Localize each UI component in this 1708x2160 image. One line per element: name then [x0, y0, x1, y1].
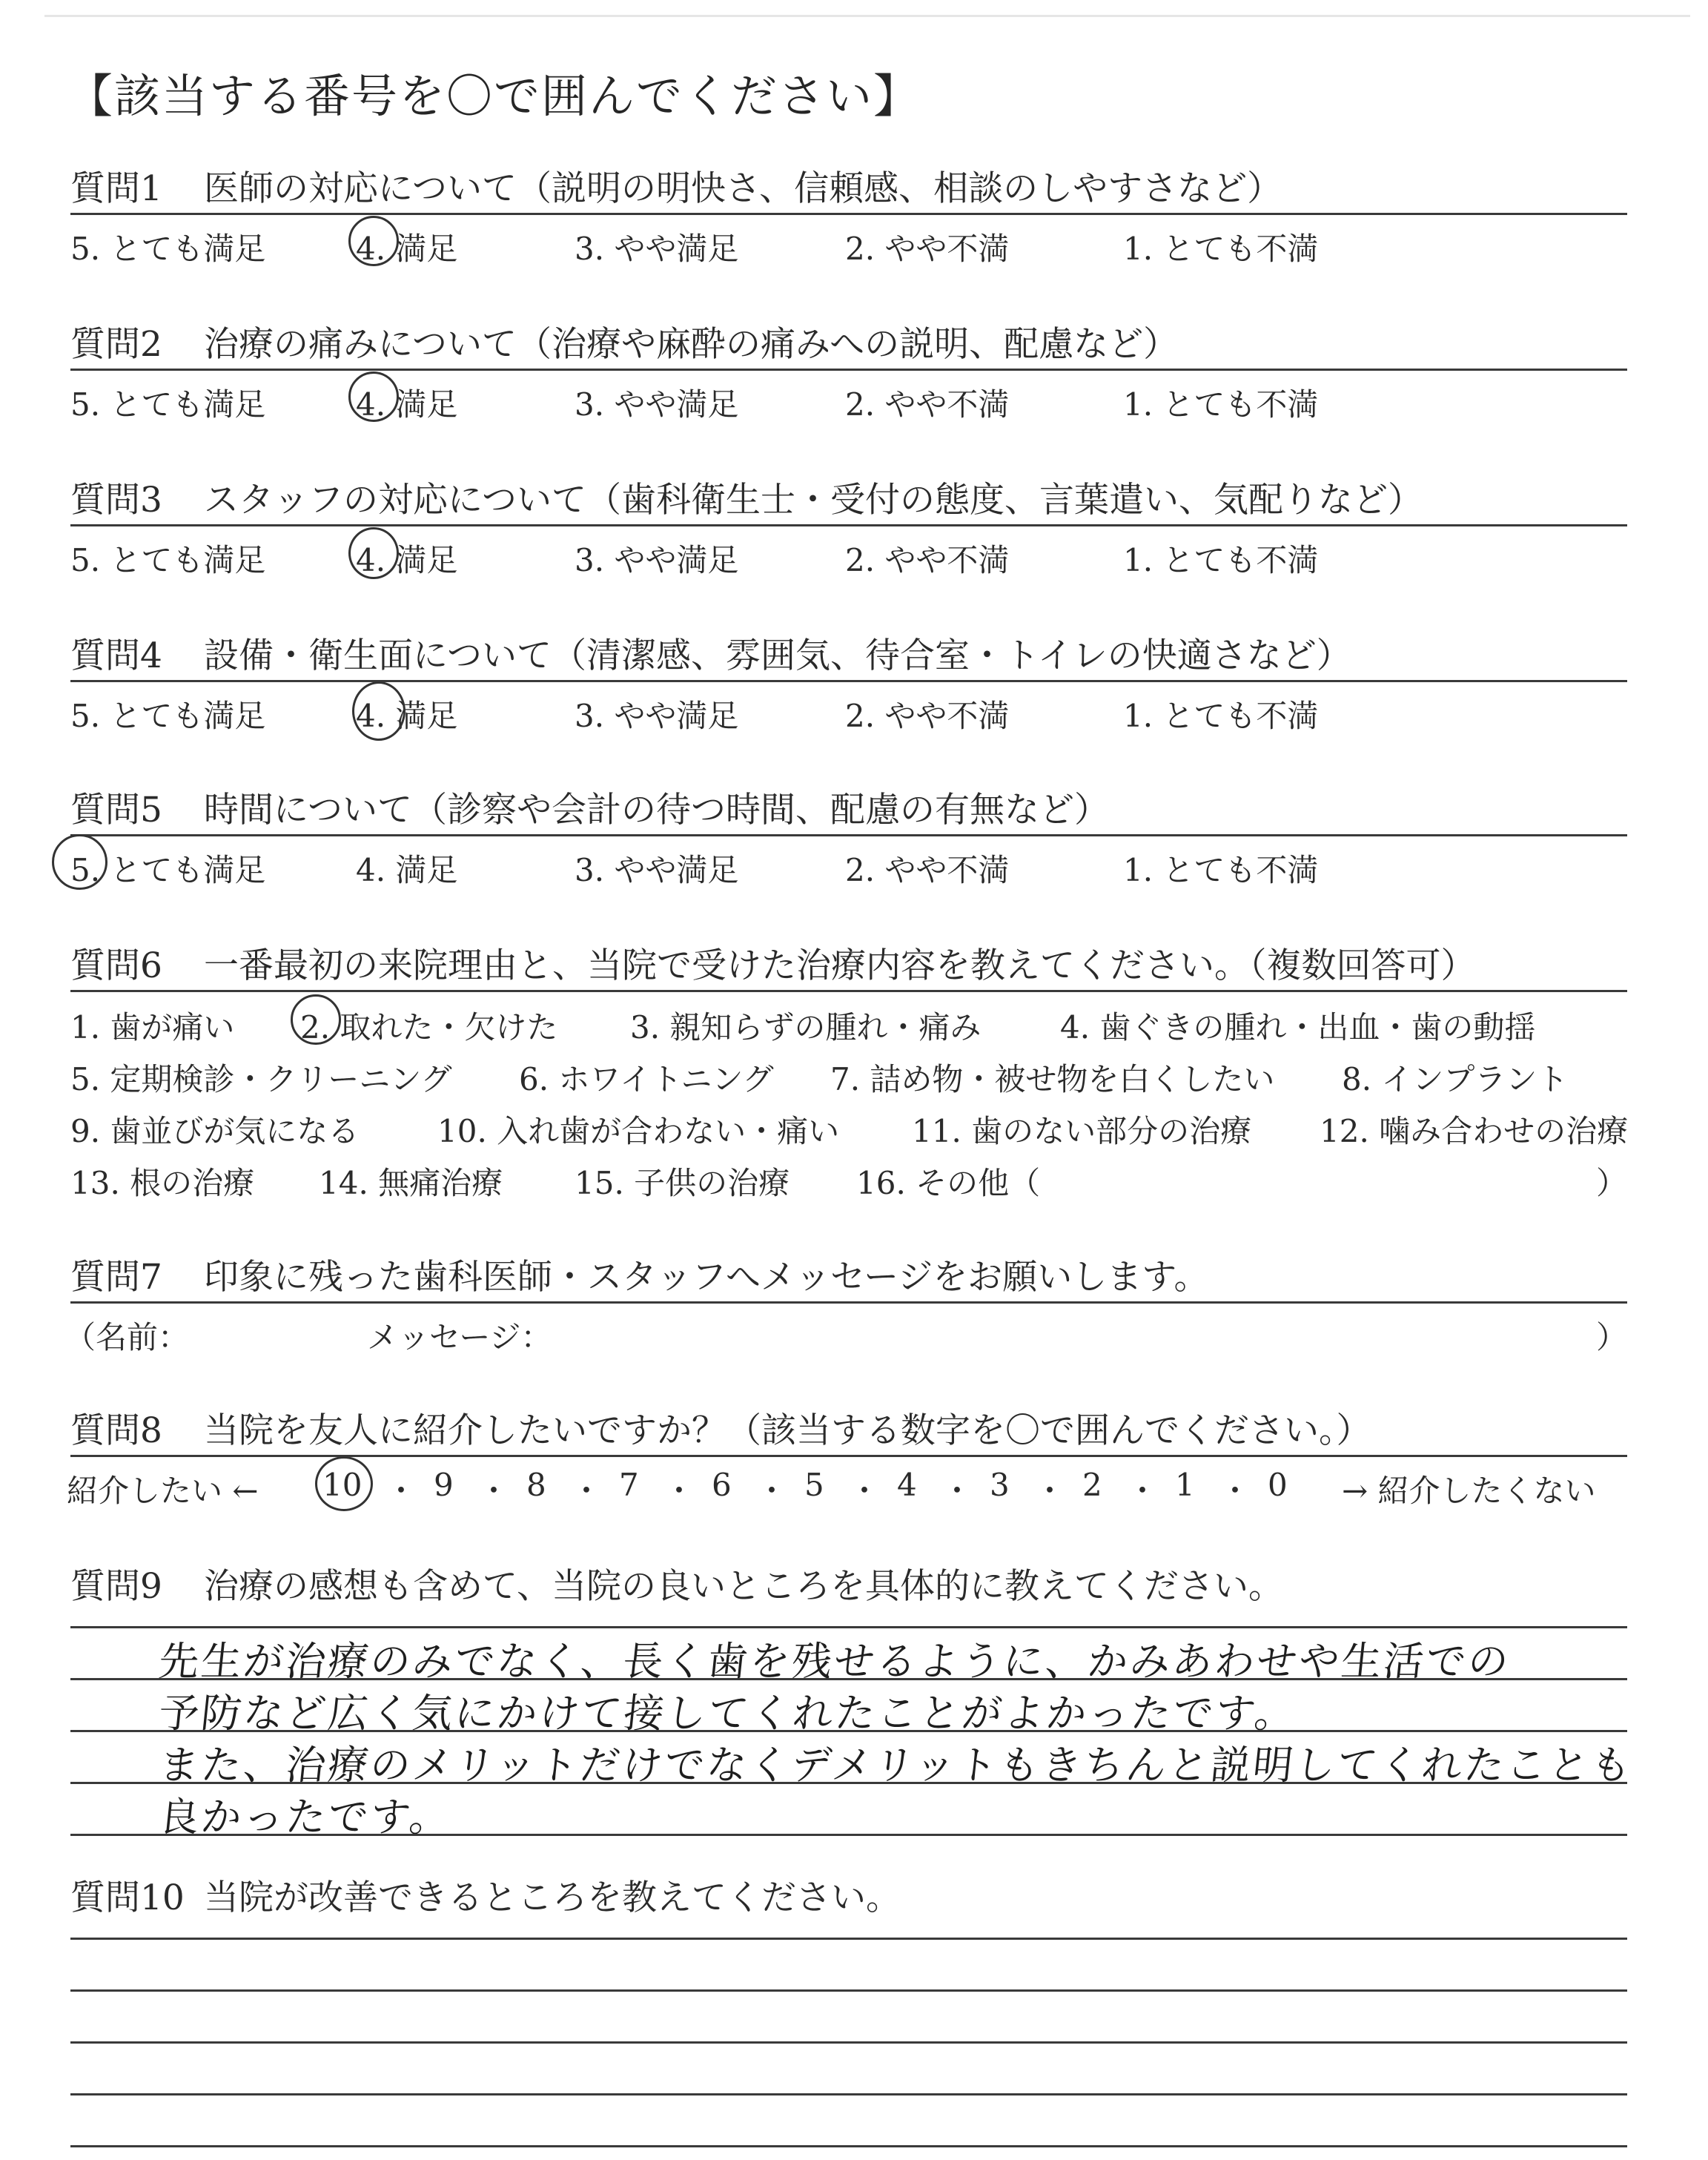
scale-sep: ・ — [1127, 1473, 1159, 1509]
question-number: 質問6 — [70, 945, 162, 986]
scale-7[interactable]: 7 — [619, 1467, 639, 1503]
question-7 — [64, 1255, 1627, 1355]
question-text: 当院を友人に紹介したいですか？（該当する数字を〇で囲んでください。） — [204, 1410, 1371, 1451]
selection-circle — [348, 216, 399, 266]
reason-row-3 — [70, 1107, 1627, 1148]
scale-8[interactable]: 8 — [526, 1467, 546, 1503]
selection-circle — [348, 527, 399, 579]
reason-row-2 — [70, 1055, 1627, 1096]
question-text: 治療の感想も含めて、当院の良いところを具体的に教えてください。 — [204, 1566, 1284, 1607]
scale-left-label: 紹介したい ← — [67, 1473, 259, 1509]
question-rule — [70, 834, 1627, 836]
closing-paren: ） — [1595, 1165, 1627, 1201]
top-rule — [44, 15, 1690, 17]
question-text: 印象に残った歯科医師・スタッフへメッセージをお願いします。 — [204, 1257, 1209, 1298]
reason-option[interactable]: 15. 子供の治療 — [575, 1165, 790, 1201]
option-5[interactable]: 5. とても満足 — [70, 698, 266, 734]
option-2[interactable]: 2. やや不満 — [845, 542, 1010, 578]
option-1[interactable]: 1. とても不満 — [1123, 852, 1319, 888]
question-text: 医師の対応について（説明の明快さ、信頼感、相談のしやすさなど） — [204, 168, 1282, 209]
option-2[interactable]: 2. やや不満 — [845, 852, 1010, 888]
option-1[interactable]: 1. とても不満 — [1123, 386, 1319, 423]
question-number: 質問4 — [70, 635, 162, 676]
scale-sep: ・ — [385, 1473, 417, 1509]
page-title: 【該当する番号を〇で囲んでください】 — [67, 69, 921, 123]
handwritten-answer-line: 良かったです。 — [156, 1794, 454, 1840]
handwritten-answer-line: 先生が治療のみでなく、長く歯を残せるように、かみあわせや生活での — [156, 1638, 1513, 1685]
answer-line — [70, 2145, 1627, 2147]
option-1[interactable]: 1. とても不満 — [1123, 698, 1319, 734]
reason-option[interactable]: 6. ホワイトニング — [519, 1061, 774, 1097]
selection-circle — [352, 681, 406, 741]
question-number: 質問3 — [70, 480, 162, 521]
rating-options — [70, 692, 1627, 734]
scale-0[interactable]: 0 — [1268, 1467, 1288, 1503]
recommend-scale — [67, 1467, 1627, 1511]
question-number: 質問2 — [70, 324, 162, 365]
scale-10[interactable]: 10 — [322, 1467, 363, 1503]
question-rule — [70, 990, 1627, 992]
answer-line — [70, 1938, 1627, 1940]
question-rule — [70, 680, 1627, 682]
question-rule — [70, 1455, 1627, 1457]
reason-option[interactable]: 14. 無痛治療 — [319, 1165, 503, 1201]
option-3[interactable]: 3. やや満足 — [575, 542, 739, 578]
reason-option[interactable]: 4. 歯ぐきの腫れ・出血・歯の動揺 — [1060, 1009, 1536, 1046]
scale-3[interactable]: 3 — [990, 1467, 1010, 1503]
question-9 — [70, 1565, 1627, 1609]
option-3[interactable]: 3. やや満足 — [575, 852, 739, 888]
option-4[interactable]: 4. 満足 — [356, 698, 458, 734]
message-field-row — [64, 1313, 1627, 1355]
reason-option-other[interactable]: 16. その他（ — [856, 1165, 1041, 1201]
scale-2[interactable]: 2 — [1082, 1467, 1102, 1503]
reason-option[interactable]: 3. 親知らずの腫れ・痛み — [630, 1009, 982, 1046]
scale-4[interactable]: 4 — [897, 1467, 917, 1503]
question-text: スタッフの対応について（歯科衛生士・受付の態度、言葉遣い、気配りなど） — [204, 480, 1423, 521]
question-4 — [70, 634, 1627, 734]
answer-line — [70, 2041, 1627, 2044]
scale-sep: ・ — [941, 1473, 973, 1509]
scale-sep: ・ — [1034, 1473, 1066, 1509]
option-4[interactable]: 4. 満足 — [356, 386, 458, 423]
question-number: 質問5 — [70, 790, 162, 830]
question-1 — [70, 167, 1627, 267]
reason-option[interactable]: 2. 取れた・欠けた — [300, 1009, 558, 1046]
reason-option[interactable]: 1. 歯が痛い — [70, 1009, 235, 1046]
option-5[interactable]: 5. とても満足 — [70, 231, 266, 267]
selection-circle — [291, 994, 341, 1045]
question-text: 治療の痛みについて（治療や麻酔の痛みへの説明、配慮など） — [204, 324, 1179, 365]
question-text: 設備・衛生面について（清潔感、雰囲気、待合室・トイレの快適さなど） — [204, 635, 1351, 676]
question-text: 当院が改善できるところを教えてください。 — [204, 1877, 901, 1918]
scale-6[interactable]: 6 — [712, 1467, 732, 1503]
rating-options — [70, 846, 1627, 888]
scale-sep: ・ — [478, 1473, 510, 1509]
option-2[interactable]: 2. やや不満 — [845, 231, 1010, 267]
reason-row-1 — [70, 1003, 1627, 1044]
question-rule — [70, 524, 1627, 526]
scale-sep: ・ — [756, 1473, 788, 1509]
question-number: 質問7 — [70, 1257, 162, 1298]
option-5[interactable]: 5. とても満足 — [70, 386, 266, 423]
reason-option[interactable]: 11. 歯のない部分の治療 — [912, 1113, 1252, 1149]
scale-right-label: → 紹介したくない — [1342, 1473, 1596, 1509]
option-4[interactable]: 4. 満足 — [356, 231, 458, 267]
reason-option[interactable]: 9. 歯並びが気になる — [70, 1113, 360, 1149]
question-rule — [70, 213, 1627, 215]
selection-circle — [315, 1456, 373, 1511]
question-8 — [67, 1409, 1627, 1509]
question-number: 質問8 — [70, 1410, 162, 1451]
name-label: （名前： — [64, 1319, 190, 1355]
option-2[interactable]: 2. やや不満 — [845, 386, 1010, 423]
answer-line — [70, 1626, 1627, 1628]
option-1[interactable]: 1. とても不満 — [1123, 542, 1319, 578]
reason-option[interactable]: 10. 入れ歯が合わない・痛い — [437, 1113, 840, 1149]
option-2[interactable]: 2. やや不満 — [845, 698, 1010, 734]
question-6 — [70, 944, 1629, 1201]
question-text: 一番最初の来院理由と、当院で受けた治療内容を教えてください。（複数回答可） — [204, 945, 1476, 986]
option-5[interactable]: 5. とても満足 — [70, 542, 266, 578]
question-number: 質問10 — [70, 1877, 185, 1918]
reason-option[interactable]: 5. 定期検診・クリーニング — [70, 1061, 452, 1097]
rating-options — [70, 225, 1627, 267]
selection-circle — [52, 834, 107, 890]
reason-option[interactable]: 8. インプラント — [1342, 1061, 1569, 1097]
question-10 — [70, 1876, 1627, 1920]
scale-1[interactable]: 1 — [1175, 1467, 1195, 1503]
question-text: 時間について（診察や会計の待つ時間、配慮の有無など） — [204, 790, 1110, 830]
reason-option[interactable]: 12. 噛み合わせの治療 — [1320, 1113, 1629, 1149]
reason-option[interactable]: 13. 根の治療 — [70, 1165, 255, 1201]
scale-sep: ・ — [571, 1473, 603, 1509]
rating-options — [70, 536, 1627, 578]
selection-circle — [348, 371, 399, 422]
scale-sep: ・ — [663, 1473, 695, 1509]
question-3 — [70, 478, 1627, 578]
reason-row-4 — [70, 1159, 1627, 1200]
option-3[interactable]: 3. やや満足 — [575, 386, 739, 423]
question-rule — [70, 369, 1627, 371]
closing-paren: ） — [1595, 1319, 1627, 1355]
option-5[interactable]: 5. とても満足 — [70, 852, 266, 888]
handwritten-answer-line: 予防など広く気にかけて接してくれたことがよかったです。 — [156, 1690, 1300, 1737]
scale-9[interactable]: 9 — [434, 1467, 454, 1503]
question-number: 質問9 — [70, 1566, 162, 1607]
handwritten-answer-line: また、治療のメリットだけでなくデメリットもきちんと説明してくれたことも — [156, 1742, 1636, 1789]
message-label: メッセージ： — [367, 1319, 552, 1355]
rating-options — [70, 380, 1627, 423]
scale-5[interactable]: 5 — [804, 1467, 824, 1503]
answer-line — [70, 1989, 1627, 1992]
reason-option[interactable]: 7. 詰め物・被せ物を白くしたい — [830, 1061, 1275, 1097]
question-2 — [70, 323, 1627, 423]
option-4[interactable]: 4. 満足 — [356, 852, 458, 888]
option-4[interactable]: 4. 満足 — [356, 542, 458, 578]
scale-sep: ・ — [1219, 1473, 1251, 1509]
scale-sep: ・ — [849, 1473, 881, 1509]
option-1[interactable]: 1. とても不満 — [1123, 231, 1319, 267]
option-3[interactable]: 3. やや満足 — [575, 231, 739, 267]
question-rule — [70, 1301, 1627, 1304]
question-number: 質問1 — [70, 168, 162, 209]
answer-line — [70, 2093, 1627, 2095]
question-5 — [70, 788, 1627, 888]
option-3[interactable]: 3. やや満足 — [575, 698, 739, 734]
